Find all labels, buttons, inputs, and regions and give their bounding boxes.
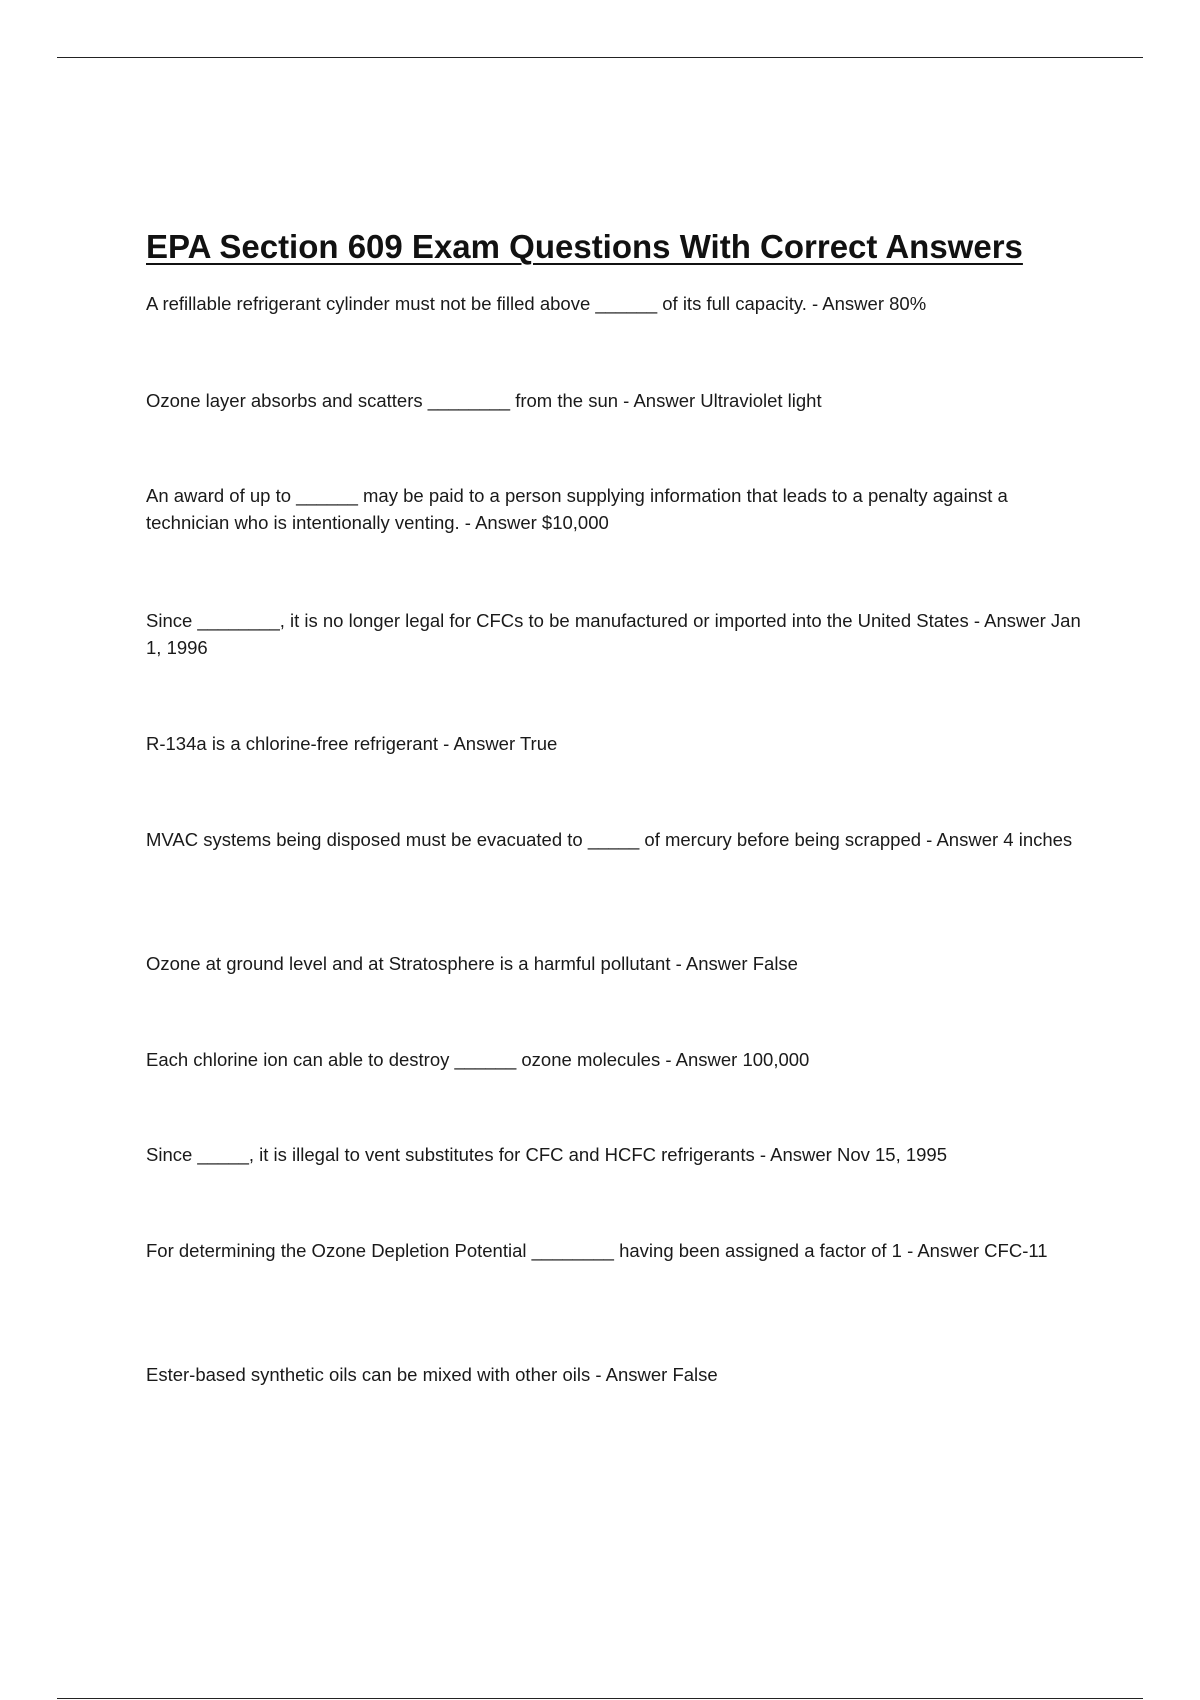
qa-item-8: Each chlorine ion can able to destroy ______ ozone molecules - Answer 100,000 [146, 1049, 810, 1070]
header-rule [57, 57, 1143, 58]
qa-item-1: A refillable refrigerant cylinder must not be filled above ______ of its full capacity. - Answer 80% [146, 293, 927, 314]
qa-item-4: Since ________, it is no longer legal for CFCs to be manufactured or imported into the United States - Answer Jan 1, 1996 [146, 610, 1081, 658]
qa-item-2: Ozone layer absorbs and scatters ________ from the sun - Answer Ultraviolet light [146, 390, 822, 411]
document-title: EPA Section 609 Exam Questions With Correct Answers [146, 228, 1023, 265]
qa-item-10: For determining the Ozone Depletion Potential ________ having been assigned a factor of 1 - Answer CFC-11 [146, 1240, 1048, 1261]
qa-item-11: Ester-based synthetic oils can be mixed with other oils - Answer False [146, 1364, 718, 1385]
qa-item-6: MVAC systems being disposed must be evacuated to _____ of mercury before being scrapped - Answer 4 inches [146, 829, 1073, 850]
qa-item-7: Ozone at ground level and at Stratosphere is a harmful pollutant - Answer False [146, 953, 798, 974]
qa-item-5: R-134a is a chlorine-free refrigerant - Answer True [146, 733, 558, 754]
qa-item-9: Since _____, it is illegal to vent substitutes for CFC and HCFC refrigerants - Answer Nov 15, 1995 [146, 1144, 948, 1165]
footer-rule [57, 1698, 1143, 1699]
qa-item-3: An award of up to ______ may be paid to a person supplying information that leads to a penalty against a technician who is intentionally venting. - Answer $10,000 [146, 485, 1008, 533]
